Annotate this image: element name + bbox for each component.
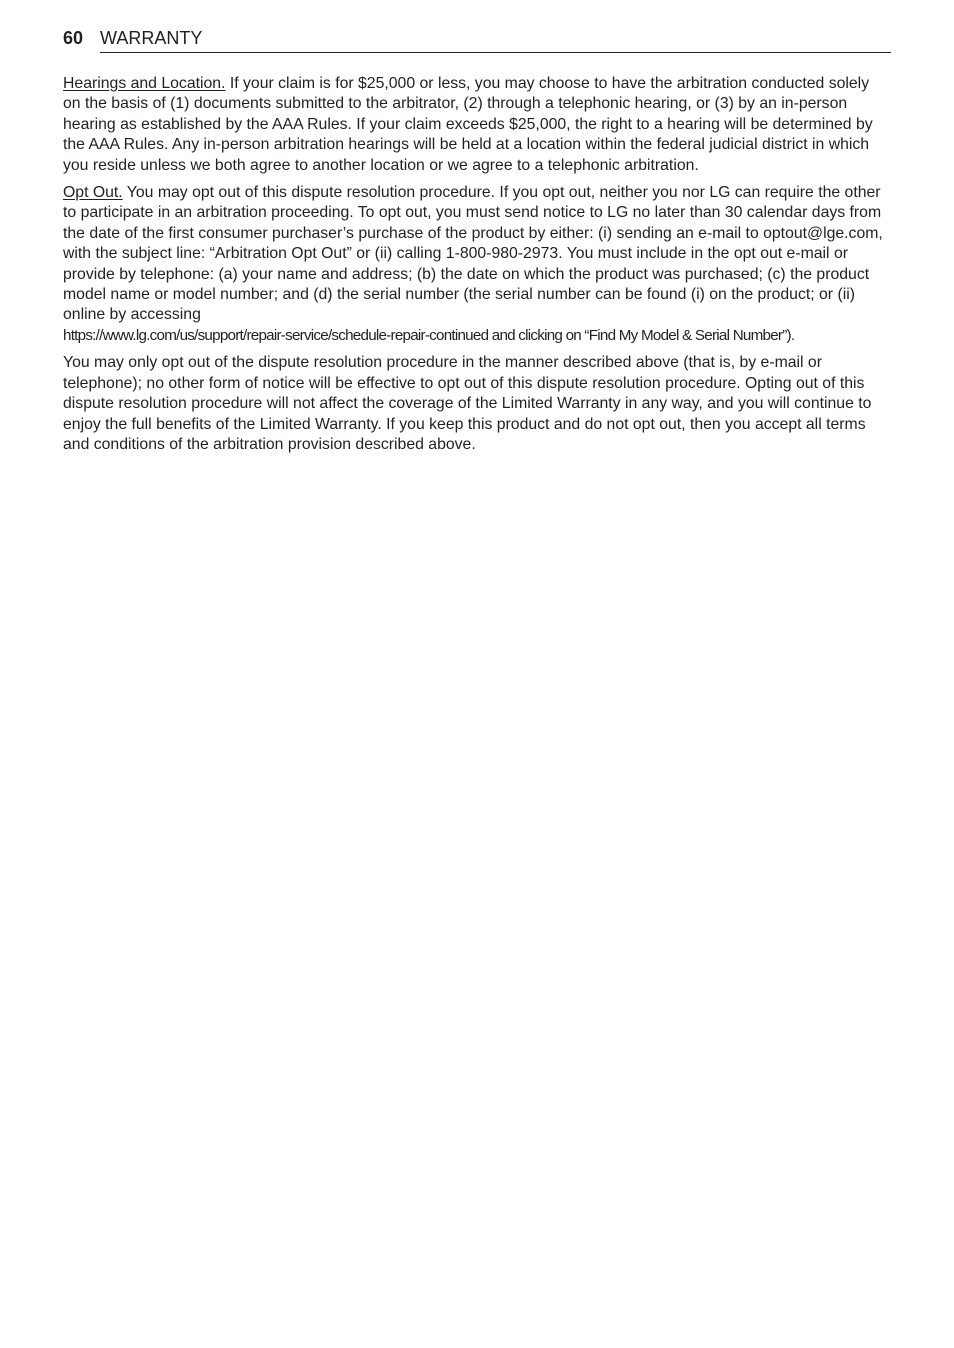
closing-text: You may only opt out of the dispute resolution procedure in the manner described above (that is, by e-mail or telephone); no other form of notice will be effective to opt out of this dispute resolution procedure. Opting out of this dispute resolution procedure will not affect the coverage of the Limited Warranty in any way, and you will continue to enjoy the full benefits of the Limited Warranty. If you keep this product and do not opt out, then you accept all terms and conditions of the arbitration provision described above. — [63, 354, 872, 453]
opt-out-url-line: https://www.lg.com/us/support/repair-service/schedule-repair-continued and clicking on “Find My Model & Serial Number”). — [63, 326, 795, 344]
closing-paragraph — [63, 353, 891, 455]
opt-out-paragraph — [63, 183, 891, 346]
section-title: WARRANTY — [100, 28, 203, 48]
opt-out-text: You may opt out of this dispute resolution procedure. If you opt out, neither you nor LG can require the other to participate in an arbitration proceeding. To opt out, you must send notice to LG no later than 30 calendar days from the date of the first consumer purchaser’s purchase of the product by either: (i) sending an e-mail to optout@lge.com, with the subject line: “Arbitration Opt Out” or (ii) calling 1-800-980-2973. You must include in the opt out e-mail or provide by telephone: (a) your name and address; (b) the date on which the product was purchased; (c) the product model name or model number; and (d) the serial number (the serial number can be found (i) on the product; or (ii) online by accessing — [63, 184, 883, 324]
hearings-paragraph — [63, 74, 891, 176]
opt-out-heading: Opt Out. — [63, 184, 123, 202]
hearings-heading: Hearings and Location. — [63, 75, 226, 92]
header-divider — [100, 52, 891, 53]
page-header — [63, 26, 891, 54]
hearings-text: If your claim is for $25,000 or less, you may choose to have the arbitration conducted solely on the basis of (1) documents submitted to the arbitrator, (2) through a telephonic hearing, or (3) by an in-person hearing as established by the AAA Rules. If your claim exceeds $25,000, the right to a hearing will be determined by the AAA Rules. Any in-person arbitration hearings will be held at a location within the federal judicial district in which you reside unless we both agree to another location or we agree to a telephonic arbitration. — [63, 75, 873, 174]
warranty-body — [63, 74, 891, 462]
page-number: 60 — [63, 28, 84, 48]
